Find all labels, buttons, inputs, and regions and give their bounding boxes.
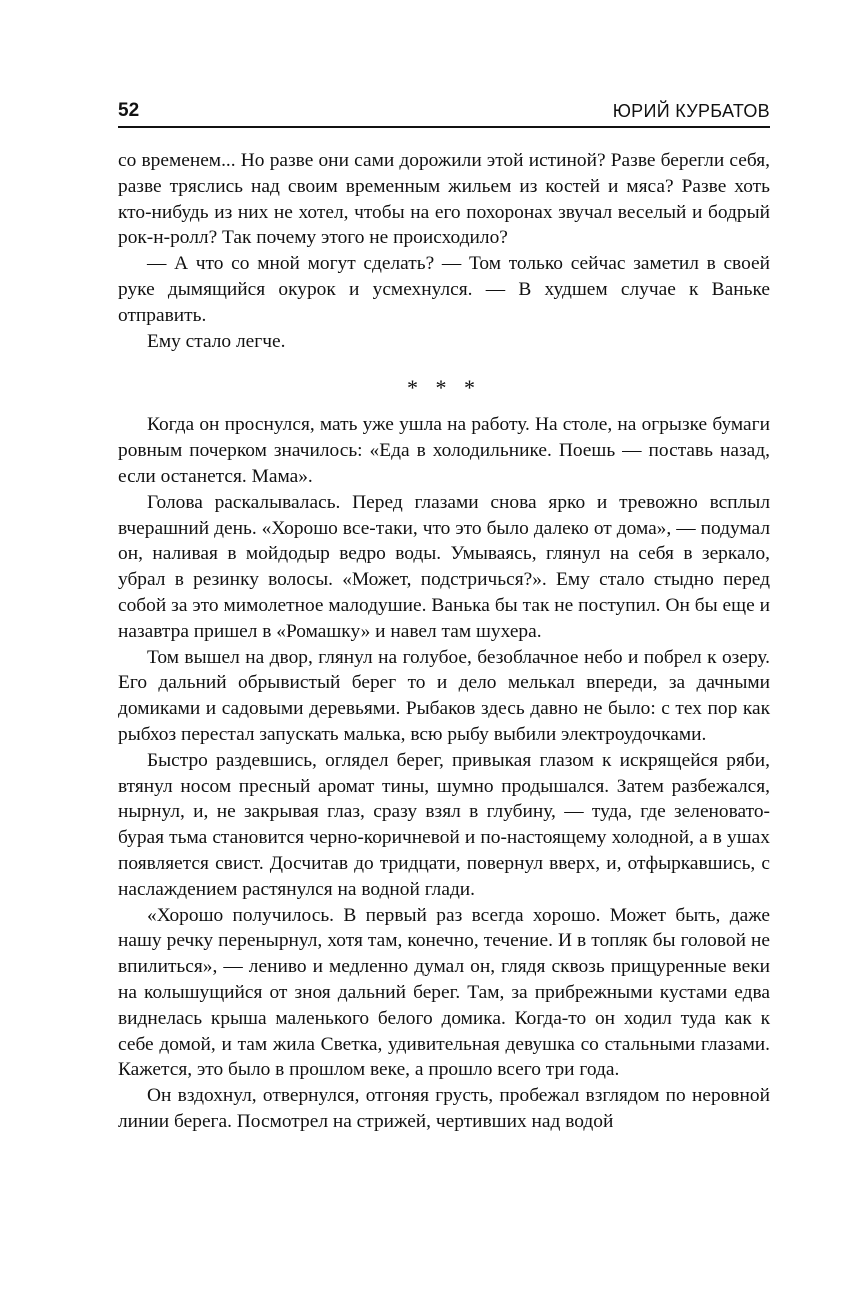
paragraph: «Хорошо получилось. В первый раз всегда хорошо. Может быть, даже нашу речку перенырнул, хотя там, конечно, течение. И в топляк бы головой не впилиться», — лениво и медленно думал он, глядя сквозь прищуренные веки на колышущийся от зноя дальний берег. Там, за прибрежными кустами едва виднелась крыша маленького белого домика. Когда-то он ходил туда как к себе домой, и там жила Светка, удивительная девушка со стальными глазами. Кажется, это было в прошлом веке, а прошло всего три года. [118, 904, 770, 1081]
book-page [118, 96, 770, 1135]
section-separator: * * * [407, 375, 481, 401]
paragraph: Голова раскалывалась. Перед глазами снова ярко и тревожно всплыл вчерашний день. «Хорошо все-таки, что это было далеко от дома», — подумал он, наливая в мойдодыр ведро воды. Умываясь, глянул на себя в зеркало, убрал в резинку волосы. «Может, подстричься?». Ему стало стыдно перед собой за это мимолетное малодушие. Ванька бы так не поступил. Он бы еще и назавтра пришел в «Ромашку» и навел там шухера. [118, 491, 770, 642]
running-head-author: ЮРИЙ КУРБАТОВ [612, 101, 770, 121]
paragraph: Когда он проснулся, мать уже ушла на работу. На столе, на огрызке бумаги ровным почерком значилось: «Еда в холодильнике. Поешь — поставь назад, если останется. Мама». [118, 414, 770, 487]
paragraph: Он вздохнул, отвернулся, отгоняя грусть, пробежал взглядом по неровной линии берега. Посмотрел на стрижей, чертивших над водой [118, 1085, 770, 1132]
page-number: 52 [118, 100, 140, 121]
paragraph: Быстро раздевшись, оглядел берег, привыкая глазом к искрящейся ряби, втянул носом пресный аромат тины, шумно продышался. Затем разбежался, нырнул, и, не закрывая глаз, сразу взял в глубину, — туда, где зеленовато-бурая тьма становится черно-коричневой и по-настоящему холодной, а в ушах появляется свист. Досчитав до тридцати, повернул вверх, и, отфыркавшись, с наслаждением растянулся на водной глади. [118, 749, 770, 900]
body-text [118, 148, 770, 1135]
paragraph: Том вышел на двор, глянул на голубое, безоблачное небо и побрел к озеру. Его дальний обрывистый берег то и дело мелькал впереди, за дачными домиками и садовыми деревьями. Рыбаков здесь давно не было: с тех пор как рыбхоз перестал запускать малька, всю рыбу выбили электроудочками. [118, 646, 770, 745]
page-header [118, 96, 770, 128]
paragraph: со временем... Но разве они сами дорожили этой истиной? Разве берегли себя, разве тряслись над своим временным жильем из костей и мяса? Разве хоть кто-нибудь из них не хотел, чтобы на его похоронах звучал веселый и бодрый рок-н-ролл? Так почему этого не происходило? [118, 150, 770, 249]
paragraph: — А что со мной могут сделать? — Том только сейчас заметил в своей руке дымящийся окурок и усмехнулся. — В худшем случае к Ваньке отправить. [118, 253, 770, 326]
paragraph: Ему стало легче. [147, 330, 286, 352]
